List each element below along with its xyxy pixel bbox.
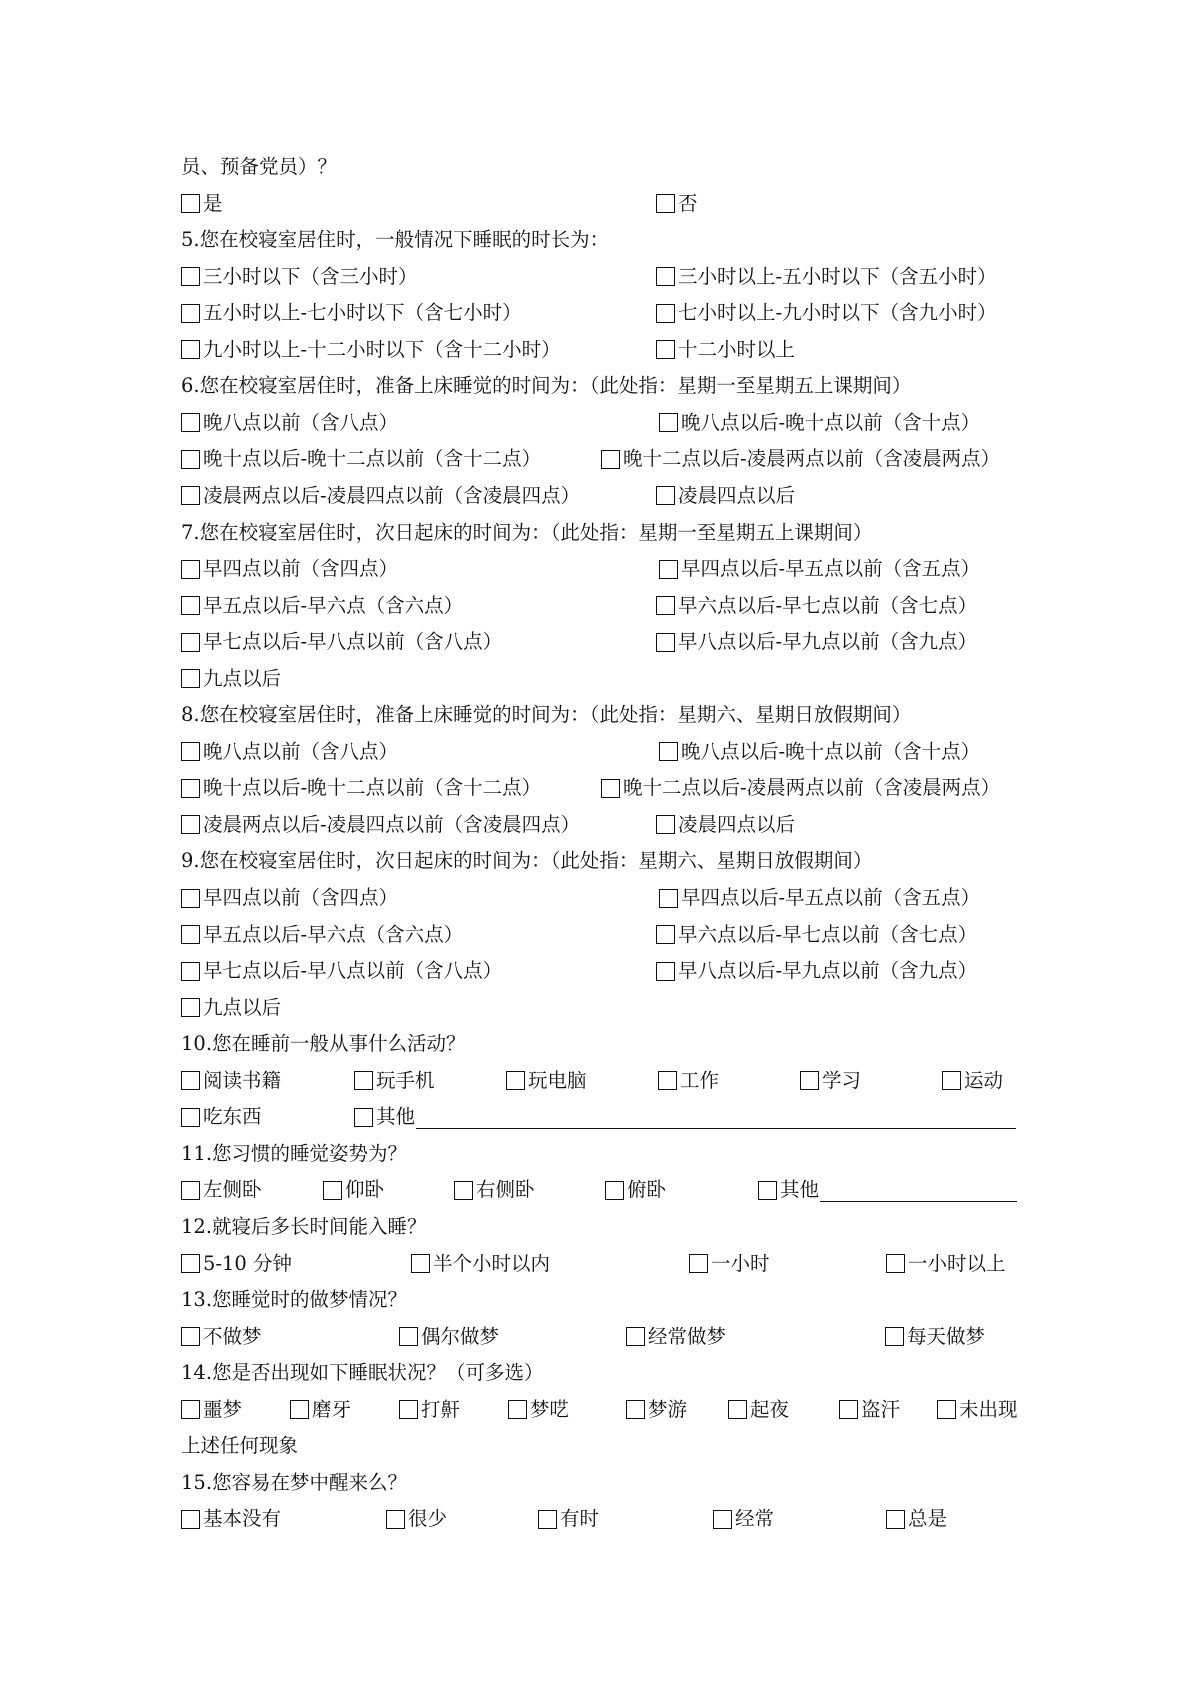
option-label: 晚八点以前（含八点） bbox=[203, 410, 399, 434]
checkbox[interactable] bbox=[181, 962, 200, 981]
option-label: 九点以后 bbox=[203, 995, 282, 1019]
option-label: 早五点以后-早六点（含六点） bbox=[203, 922, 464, 946]
option-label: 起夜 bbox=[750, 1397, 790, 1421]
checkbox-option[interactable] bbox=[626, 1322, 726, 1352]
checkbox-option[interactable] bbox=[689, 1249, 770, 1279]
question-text: 13.您睡觉时的做梦情况？ bbox=[181, 1288, 408, 1312]
checkbox-option[interactable] bbox=[181, 1066, 281, 1096]
checkbox-option[interactable] bbox=[181, 335, 561, 365]
checkbox[interactable] bbox=[656, 304, 675, 323]
option-label: 未出现 bbox=[959, 1397, 1018, 1421]
option-label: 噩梦 bbox=[203, 1397, 243, 1421]
checkbox-option[interactable] bbox=[886, 1249, 1006, 1279]
checkbox-option[interactable] bbox=[713, 1504, 774, 1534]
option-label: 早四点以后-早五点以前（含五点） bbox=[681, 557, 981, 581]
checkbox-option[interactable] bbox=[508, 1395, 569, 1425]
checkbox-option[interactable] bbox=[290, 1395, 351, 1425]
checkbox[interactable] bbox=[181, 596, 200, 615]
checkbox[interactable] bbox=[181, 779, 200, 798]
option-label: 偶尔做梦 bbox=[421, 1324, 500, 1348]
checkbox-option[interactable] bbox=[656, 262, 997, 292]
option-label: 早六点以后-早七点以前（含七点） bbox=[678, 922, 978, 946]
option-label: 早七点以后-早八点以前（含八点） bbox=[203, 959, 503, 983]
option-label: 基本没有 bbox=[203, 1507, 282, 1531]
checkbox-option[interactable] bbox=[839, 1395, 900, 1425]
checkbox-option[interactable] bbox=[181, 1102, 262, 1132]
checkbox[interactable] bbox=[354, 1108, 373, 1127]
checkbox-option[interactable] bbox=[181, 773, 541, 803]
question-text: 6.您在校寝室居住时，准备上床睡觉的时间为：（此处指：星期一至星期五上课期间） bbox=[181, 374, 912, 398]
checkbox[interactable] bbox=[659, 413, 678, 432]
question-text: 14.您是否出现如下睡眠状况？（可多选） bbox=[181, 1361, 544, 1385]
option-label: 五小时以上-七小时以下（含七小时） bbox=[203, 301, 522, 325]
option-label: 经常做梦 bbox=[648, 1324, 727, 1348]
checkbox[interactable] bbox=[659, 889, 678, 908]
question-text: 5.您在校寝室居住时，一般情况下睡眠的时长为： bbox=[181, 228, 610, 252]
option-label: 早八点以后-早九点以前（含九点） bbox=[678, 630, 978, 654]
checkbox[interactable] bbox=[886, 1254, 905, 1273]
checkbox-option[interactable] bbox=[656, 189, 698, 219]
checkbox-option[interactable] bbox=[386, 1504, 447, 1534]
checkbox[interactable] bbox=[399, 1400, 418, 1419]
checkbox[interactable] bbox=[886, 1510, 905, 1529]
checkbox-option[interactable] bbox=[538, 1504, 599, 1534]
question-text: 上述任何现象 bbox=[181, 1434, 299, 1458]
checkbox[interactable] bbox=[411, 1254, 430, 1273]
option-label: 早四点以前（含四点） bbox=[203, 886, 399, 909]
option-label: 早八点以后-早九点以前（含九点） bbox=[678, 959, 978, 983]
checkbox[interactable] bbox=[538, 1510, 557, 1529]
checkbox-option[interactable] bbox=[399, 1395, 460, 1425]
checkbox[interactable] bbox=[626, 1400, 645, 1419]
checkbox[interactable] bbox=[181, 815, 200, 834]
option-label: 俯卧 bbox=[627, 1178, 667, 1202]
checkbox[interactable] bbox=[626, 1327, 645, 1346]
checkbox[interactable] bbox=[323, 1181, 342, 1200]
checkbox[interactable] bbox=[181, 1181, 200, 1200]
checkbox[interactable] bbox=[656, 815, 675, 834]
checkbox[interactable] bbox=[656, 925, 675, 944]
option-label: 玩手机 bbox=[376, 1068, 435, 1092]
checkbox[interactable] bbox=[506, 1071, 525, 1090]
checkbox[interactable] bbox=[181, 267, 200, 286]
checkbox-option[interactable] bbox=[181, 993, 281, 1023]
option-label: 不做梦 bbox=[203, 1324, 262, 1348]
checkbox[interactable] bbox=[181, 925, 200, 944]
option-label: 三小时以上-五小时以下（含五小时） bbox=[678, 264, 997, 288]
checkbox-option[interactable] bbox=[181, 1175, 262, 1205]
checkbox-option[interactable] bbox=[354, 1102, 1016, 1132]
option-label: 半个小时以内 bbox=[433, 1251, 551, 1275]
checkbox[interactable] bbox=[658, 1071, 677, 1090]
option-label: 总是 bbox=[908, 1507, 948, 1531]
checkbox-option[interactable] bbox=[626, 1395, 687, 1425]
checkbox[interactable] bbox=[181, 304, 200, 323]
checkbox-option[interactable] bbox=[886, 1504, 947, 1534]
checkbox-option[interactable] bbox=[181, 444, 541, 474]
checkbox-option[interactable] bbox=[658, 1066, 719, 1096]
fill-in-blank[interactable] bbox=[416, 1106, 1016, 1129]
checkbox[interactable] bbox=[181, 340, 200, 359]
checkbox[interactable] bbox=[181, 1400, 200, 1419]
checkbox[interactable] bbox=[181, 1254, 200, 1273]
option-label: 左侧卧 bbox=[203, 1178, 262, 1202]
checkbox[interactable] bbox=[181, 1071, 200, 1090]
checkbox-option[interactable] bbox=[181, 591, 463, 621]
option-label: 九点以后 bbox=[203, 666, 282, 690]
checkbox-option[interactable] bbox=[181, 408, 398, 438]
checkbox[interactable] bbox=[181, 742, 200, 761]
checkbox-option[interactable] bbox=[656, 298, 997, 328]
option-label: 梦呓 bbox=[530, 1397, 570, 1421]
option-label: 阅读书籍 bbox=[203, 1068, 282, 1092]
checkbox-option[interactable] bbox=[758, 1175, 1017, 1205]
checkbox-option[interactable] bbox=[181, 920, 463, 950]
checkbox[interactable] bbox=[290, 1400, 309, 1419]
checkbox-option[interactable] bbox=[181, 298, 522, 328]
checkbox[interactable] bbox=[181, 194, 200, 213]
checkbox-option[interactable] bbox=[181, 262, 418, 292]
checkbox[interactable] bbox=[508, 1400, 527, 1419]
checkbox-option[interactable] bbox=[656, 810, 795, 840]
option-label: 是 bbox=[203, 191, 223, 215]
checkbox-option[interactable] bbox=[181, 481, 580, 511]
option-label: 吃东西 bbox=[203, 1105, 262, 1129]
checkbox-option[interactable] bbox=[942, 1066, 1003, 1096]
checkbox[interactable] bbox=[399, 1327, 418, 1346]
checkbox-option[interactable] bbox=[656, 481, 795, 511]
checkbox-option[interactable] bbox=[937, 1395, 1018, 1425]
option-label: 梦游 bbox=[648, 1397, 688, 1421]
checkbox[interactable] bbox=[656, 267, 675, 286]
checkbox-option[interactable] bbox=[399, 1322, 499, 1352]
checkbox-option[interactable] bbox=[656, 627, 977, 657]
option-label: 晚八点以前（含八点） bbox=[203, 739, 399, 763]
checkbox[interactable] bbox=[937, 1400, 956, 1419]
checkbox-option[interactable] bbox=[181, 664, 281, 694]
checkbox-option[interactable] bbox=[656, 335, 795, 365]
checkbox-option[interactable] bbox=[181, 956, 502, 986]
option-label: 工作 bbox=[680, 1068, 720, 1092]
option-label: 早四点以后-早五点以前（含五点） bbox=[681, 886, 981, 909]
checkbox[interactable] bbox=[601, 450, 620, 469]
option-label: 打鼾 bbox=[421, 1397, 461, 1421]
option-label: 早六点以后-早七点以前（含七点） bbox=[678, 593, 978, 617]
checkbox[interactable] bbox=[181, 450, 200, 469]
checkbox-option[interactable] bbox=[656, 591, 977, 621]
checkbox[interactable] bbox=[656, 340, 675, 359]
option-label: 晚八点以后-晚十点以前（含十点） bbox=[681, 410, 981, 434]
checkbox[interactable] bbox=[181, 998, 200, 1017]
checkbox[interactable] bbox=[601, 779, 620, 798]
checkbox-option[interactable] bbox=[656, 920, 977, 950]
option-label: 七小时以上-九小时以下（含九小时） bbox=[678, 301, 997, 325]
option-label: 凌晨四点以后 bbox=[678, 812, 796, 836]
option-label: 磨牙 bbox=[312, 1397, 352, 1421]
option-label: 晚十二点以后-凌晨两点以前（含凌晨两点） bbox=[623, 776, 1001, 800]
question-text: 11.您习惯的睡觉姿势为？ bbox=[181, 1141, 408, 1165]
checkbox[interactable] bbox=[942, 1071, 961, 1090]
checkbox-option[interactable] bbox=[181, 627, 502, 657]
question-text: 7.您在校寝室居住时，次日起床的时间为：（此处指：星期一至星期五上课期间） bbox=[181, 520, 873, 544]
checkbox[interactable] bbox=[181, 1327, 200, 1346]
option-label: 否 bbox=[678, 191, 698, 215]
checkbox-option[interactable] bbox=[181, 1395, 242, 1425]
option-label: 有时 bbox=[560, 1507, 600, 1531]
checkbox-option[interactable] bbox=[323, 1175, 384, 1205]
option-label: 很少 bbox=[408, 1507, 448, 1531]
option-label: 其他 bbox=[376, 1105, 416, 1129]
option-label: 晚八点以后-晚十点以前（含十点） bbox=[681, 739, 981, 763]
checkbox[interactable] bbox=[656, 486, 675, 505]
checkbox-option[interactable] bbox=[181, 810, 580, 840]
option-label: 学习 bbox=[822, 1068, 862, 1092]
option-label: 十二小时以上 bbox=[678, 337, 796, 361]
option-label: 盗汗 bbox=[861, 1397, 901, 1421]
option-label: 早五点以后-早六点（含六点） bbox=[203, 593, 464, 617]
checkbox-option[interactable] bbox=[659, 737, 980, 767]
checkbox[interactable] bbox=[659, 742, 678, 761]
question-text: 12.就寝后多长时间能入睡？ bbox=[181, 1214, 427, 1238]
checkbox[interactable] bbox=[181, 669, 200, 688]
option-label: 每天做梦 bbox=[907, 1324, 986, 1348]
checkbox[interactable] bbox=[181, 1510, 200, 1529]
question-text: 10.您在睡前一般从事什么活动？ bbox=[181, 1032, 466, 1056]
option-label: 早七点以后-早八点以前（含八点） bbox=[203, 630, 503, 654]
option-label: 凌晨两点以后-凌晨四点以前（含凌晨四点） bbox=[203, 812, 581, 836]
checkbox[interactable] bbox=[605, 1181, 624, 1200]
option-label: 一小时 bbox=[711, 1251, 770, 1275]
option-label: 晚十二点以后-凌晨两点以前（含凌晨两点） bbox=[623, 447, 1001, 471]
checkbox[interactable] bbox=[656, 194, 675, 213]
checkbox-option[interactable] bbox=[181, 554, 398, 584]
checkbox[interactable] bbox=[181, 560, 200, 579]
checkbox-option[interactable] bbox=[181, 737, 398, 767]
option-label: 凌晨四点以后 bbox=[678, 483, 796, 507]
checkbox[interactable] bbox=[713, 1510, 732, 1529]
option-label: 5-10 分钟 bbox=[203, 1251, 293, 1275]
checkbox-option[interactable] bbox=[800, 1066, 861, 1096]
question-text: 8.您在校寝室居住时，准备上床睡觉的时间为：（此处指：星期六、星期日放假期间） bbox=[181, 703, 912, 727]
checkbox[interactable] bbox=[656, 962, 675, 981]
checkbox[interactable] bbox=[181, 413, 200, 432]
option-label: 运动 bbox=[964, 1068, 1004, 1092]
checkbox[interactable] bbox=[839, 1400, 858, 1419]
checkbox[interactable] bbox=[181, 889, 200, 908]
option-label: 仰卧 bbox=[345, 1178, 385, 1202]
checkbox-option[interactable] bbox=[728, 1395, 789, 1425]
checkbox-option[interactable] bbox=[354, 1066, 435, 1096]
checkbox[interactable] bbox=[656, 633, 675, 652]
checkbox-option[interactable] bbox=[411, 1249, 550, 1279]
checkbox[interactable] bbox=[659, 560, 678, 579]
checkbox-option[interactable] bbox=[181, 883, 398, 913]
checkbox-option[interactable] bbox=[659, 554, 980, 584]
checkbox[interactable] bbox=[181, 486, 200, 505]
checkbox-option[interactable] bbox=[506, 1066, 587, 1096]
checkbox[interactable] bbox=[758, 1181, 777, 1200]
checkbox-option[interactable] bbox=[605, 1175, 666, 1205]
checkbox[interactable] bbox=[800, 1071, 819, 1090]
question-text: 9.您在校寝室居住时，次日起床的时间为：（此处指：星期六、星期日放假期间） bbox=[181, 849, 873, 873]
question-text: 员、预备党员）？ bbox=[181, 155, 338, 178]
checkbox-option[interactable] bbox=[885, 1322, 985, 1352]
checkbox-option[interactable] bbox=[659, 408, 980, 438]
checkbox[interactable] bbox=[689, 1254, 708, 1273]
checkbox-option[interactable] bbox=[181, 1322, 262, 1352]
option-label: 三小时以下（含三小时） bbox=[203, 264, 418, 288]
checkbox[interactable] bbox=[181, 633, 200, 652]
checkbox-option[interactable] bbox=[601, 444, 1000, 474]
option-label: 早四点以前（含四点） bbox=[203, 557, 399, 581]
checkbox[interactable] bbox=[656, 596, 675, 615]
option-label: 九小时以上-十二小时以下（含十二小时） bbox=[203, 337, 561, 361]
option-label: 玩电脑 bbox=[528, 1068, 587, 1092]
option-label: 一小时以上 bbox=[908, 1251, 1006, 1275]
fill-in-blank[interactable] bbox=[820, 1179, 1017, 1202]
checkbox[interactable] bbox=[728, 1400, 747, 1419]
option-label: 晚十点以后-晚十二点以前（含十二点） bbox=[203, 447, 542, 471]
checkbox-option[interactable] bbox=[181, 1504, 281, 1534]
checkbox-option[interactable] bbox=[181, 1249, 292, 1279]
checkbox-option[interactable] bbox=[659, 883, 980, 913]
checkbox[interactable] bbox=[454, 1181, 473, 1200]
option-label: 经常 bbox=[735, 1507, 775, 1531]
checkbox-option[interactable] bbox=[454, 1175, 535, 1205]
checkbox[interactable] bbox=[885, 1327, 904, 1346]
checkbox-option[interactable] bbox=[601, 773, 1000, 803]
option-label: 晚十点以后-晚十二点以前（含十二点） bbox=[203, 776, 542, 800]
checkbox[interactable] bbox=[354, 1071, 373, 1090]
checkbox-option[interactable] bbox=[656, 956, 977, 986]
checkbox[interactable] bbox=[181, 1108, 200, 1127]
option-label: 右侧卧 bbox=[476, 1178, 535, 1202]
checkbox-option[interactable] bbox=[181, 189, 223, 219]
option-label: 其他 bbox=[780, 1178, 820, 1202]
option-label: 凌晨两点以后-凌晨四点以前（含凌晨四点） bbox=[203, 483, 581, 507]
question-text: 15.您容易在梦中醒来么？ bbox=[181, 1470, 408, 1494]
checkbox[interactable] bbox=[386, 1510, 405, 1529]
